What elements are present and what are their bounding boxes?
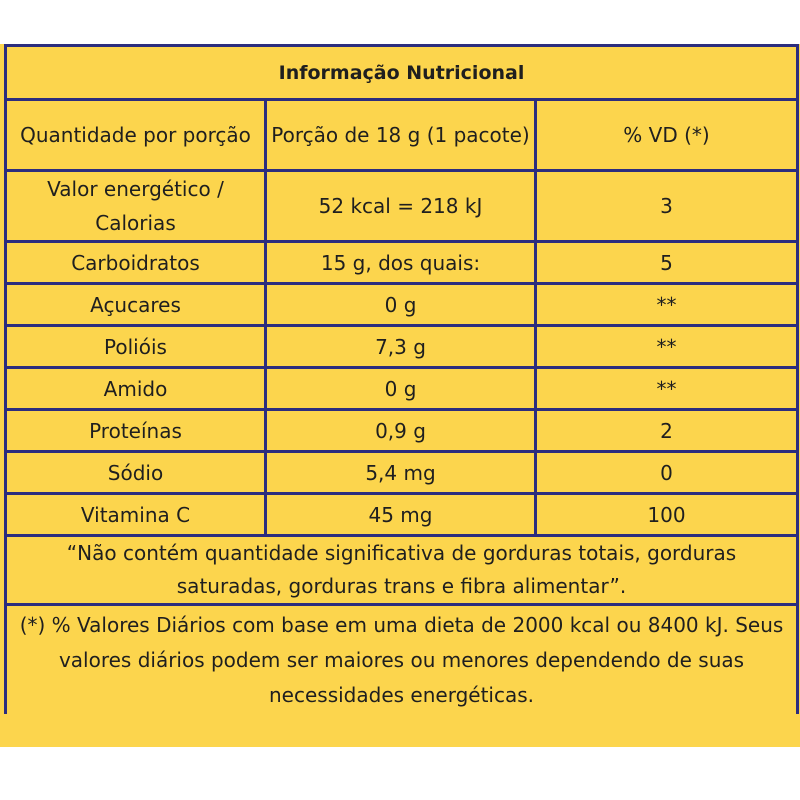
nutrient-amount: 7,3 g (266, 326, 536, 368)
nutrient-daily-value: 3 (536, 171, 798, 242)
nutrient-amount: 0 g (266, 284, 536, 326)
table-row (6, 326, 798, 368)
nutrient-amount: 52 kcal = 218 kJ (266, 171, 536, 242)
table-row (6, 171, 798, 242)
footnote-row (6, 605, 798, 715)
nutrient-daily-value: 5 (536, 242, 798, 284)
disclaimer-row (6, 536, 798, 605)
nutrient-daily-value: 0 (536, 452, 798, 494)
table-row (6, 242, 798, 284)
nutrient-name: Valor energético / Calorias (6, 171, 266, 242)
nutrient-name: Açucares (6, 284, 266, 326)
nutrient-daily-value: ** (536, 284, 798, 326)
nutrient-name: Amido (6, 368, 266, 410)
table-header-row (6, 100, 798, 171)
table-row (6, 452, 798, 494)
nutrient-amount: 0,9 g (266, 410, 536, 452)
nutrient-amount: 0 g (266, 368, 536, 410)
table-row (6, 410, 798, 452)
daily-values-footnote: (*) % Valores Diários com base em uma dieta de 2000 kcal ou 8400 kJ. Seus valores diários podem ser maiores ou menores dependendo de suas necessidades energéticas. (6, 605, 798, 715)
table-title-row (6, 46, 798, 100)
nutrient-daily-value: ** (536, 326, 798, 368)
nutrient-amount: 45 mg (266, 494, 536, 536)
nutrient-disclaimer: “Não contém quantidade significativa de gorduras totais, gorduras saturadas, gorduras trans e fibra alimentar”. (6, 536, 798, 605)
header-quantity-per-portion: Quantidade por porção (6, 100, 266, 171)
nutrient-name: Vitamina C (6, 494, 266, 536)
nutrient-amount: 5,4 mg (266, 452, 536, 494)
table-title: Informação Nutricional (6, 46, 798, 100)
nutrient-daily-value: 100 (536, 494, 798, 536)
nutrient-name: Proteínas (6, 410, 266, 452)
nutrient-daily-value: ** (536, 368, 798, 410)
nutrient-amount: 15 g, dos quais: (266, 242, 536, 284)
header-portion-size: Porção de 18 g (1 pacote) (266, 100, 536, 171)
table-row (6, 284, 798, 326)
nutrient-name: Sódio (6, 452, 266, 494)
header-daily-value: % VD (*) (536, 100, 798, 171)
nutrition-facts-table (4, 44, 799, 714)
nutrient-name: Polióis (6, 326, 266, 368)
table-row (6, 368, 798, 410)
table-row (6, 494, 798, 536)
nutrient-name: Carboidratos (6, 242, 266, 284)
nutrient-daily-value: 2 (536, 410, 798, 452)
